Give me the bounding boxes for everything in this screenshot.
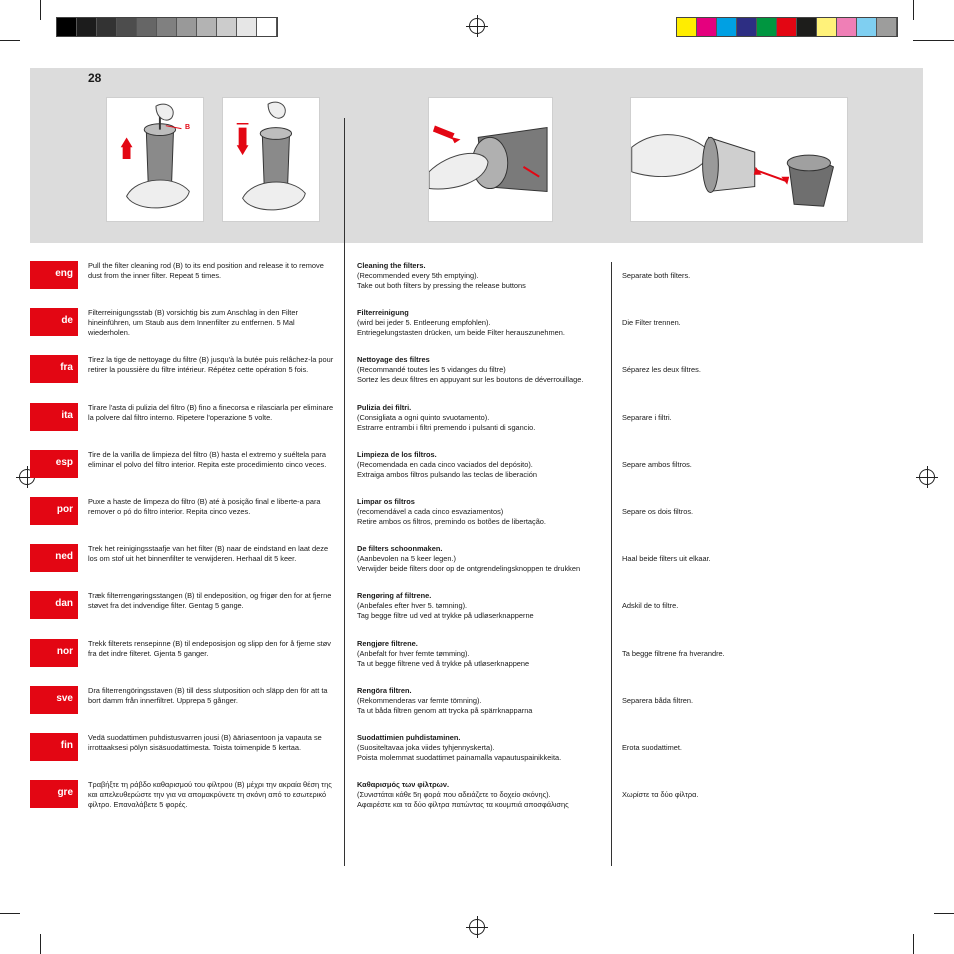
- rod-instruction: Tire de la varilla de limpieza del filtro (B) hasta el extremo y suéltela para eliminar el polvo del filtro interior. Repita este procedimiento cinco veces.: [88, 450, 327, 469]
- filter-cleaning-block: [357, 497, 602, 527]
- filter-cleaning-title: Pulizia dei filtri.: [357, 403, 412, 412]
- filter-cleaning-block: [357, 308, 602, 338]
- illustration-pull-rod: [106, 97, 204, 222]
- filter-cleaning-note: (wird bei jeder 5. Entleerung empfohlen).: [357, 318, 491, 327]
- filter-cleaning-title: Rengøring af filtrene.: [357, 591, 432, 600]
- filter-cleaning-action: Verwijder beide filters door op de ontgrendelingsknoppen te drukken: [357, 564, 581, 573]
- rod-instruction: Trek het reinigingsstaafje van het filter (B) naar de eindstand en laat deze los om stof uit het binnenfilter te verwijderen. Herhaal dit 5 keer.: [88, 544, 329, 563]
- illustration-label-b: B: [185, 124, 191, 131]
- column-divider-2: [611, 262, 612, 866]
- filter-cleaning-block: [357, 450, 602, 480]
- filter-cleaning-note: (Aanbevolen na 5 keer legen.): [357, 554, 457, 563]
- filter-cleaning-action: Poista molemmat suodattimet painamalla vapautuspainikkeita.: [357, 753, 562, 762]
- filter-cleaning-block: [357, 591, 602, 621]
- separate-instruction: Die Filter trennen.: [622, 318, 681, 327]
- separate-instruction: Ta begge filtrene fra hverandre.: [622, 649, 725, 658]
- filter-cleaning-title: Limpar os filtros: [357, 497, 415, 506]
- filter-cleaning-block: [357, 403, 602, 433]
- color-swatch: [857, 18, 877, 36]
- filter-cleaning-block: [357, 544, 602, 574]
- rod-instruction: Dra filterrengöringsstaven (B) till dess slutposition och släpp den för att ta bort damm från innerfiltret. Upprepa 5 gånger.: [88, 686, 328, 705]
- filter-cleaning-block: [357, 780, 602, 810]
- color-swatch: [717, 18, 737, 36]
- separate-instruction: Separe ambos filtros.: [622, 460, 692, 469]
- rod-instruction: Træk filterrengøringsstangen (B) til endeposition, og frigør den for at fjerne støvet fra det indvendige filter. Gentag 5 gange.: [88, 591, 332, 610]
- rod-instruction: Tirez la tige de nettoyage du filtre (B) jusqu'à la butée puis relâchez-la pour retirer la poussière du filtre intérieur. Répétez cette opération 5 fois.: [88, 355, 334, 374]
- language-tab-6: ned: [30, 544, 78, 572]
- filter-cleaning-title: Cleaning the filters.: [357, 261, 426, 270]
- filter-cleaning-title: Limpieza de los filtros.: [357, 450, 437, 459]
- filter-cleaning-title: Rengjøre filtrene.: [357, 639, 418, 648]
- separate-instruction: Separera båda filtren.: [622, 696, 694, 705]
- filter-cleaning-block: [357, 733, 602, 763]
- gray-swatch: [97, 18, 117, 36]
- separate-instruction: Χωρίστε τα δύο φίλτρα.: [622, 790, 699, 799]
- rod-instruction: Vedä suodattimen puhdistusvarren jousi (B) ääriasentoon ja vapauta se irrottaaksesi pölyn sisäsuodattimesta. Toista toimenpide 5 kertaa.: [88, 733, 322, 752]
- separate-instruction: Separare i filtri.: [622, 413, 672, 422]
- illustration-release-rod: [222, 97, 320, 222]
- filter-cleaning-note: (Anbefales efter hver 5. tømning).: [357, 601, 468, 610]
- language-tab-4: esp: [30, 450, 78, 478]
- color-swatch: [837, 18, 857, 36]
- language-tab-0: eng: [30, 261, 78, 289]
- filter-cleaning-note: (Suositeltavaa joka viides tyhjennyskerta).: [357, 743, 495, 752]
- filter-cleaning-block: [357, 639, 602, 669]
- filter-cleaning-title: Nettoyage des filtres: [357, 355, 430, 364]
- filter-cleaning-action: Ta ut begge filtrene ved å trykke på utløserknappene: [357, 659, 530, 668]
- rod-instruction: Τραβήξτε τη ράβδο καθαρισμού του φίλτρου (B) μέχρι την ακραία θέση της και απελευθερώστε την για να απομακρύνετε τη σκόνη από το εσωτερικό φίλτρο. Επαναλάβετε 5 φορές.: [88, 780, 332, 809]
- filter-cleaning-note: (recomendável a cada cinco esvaziamentos): [357, 507, 504, 516]
- column-divider-1: [344, 118, 345, 866]
- filter-cleaning-action: Sortez les deux filtres en appuyant sur les boutons de déverrouillage.: [357, 375, 584, 384]
- gray-swatch: [77, 18, 97, 36]
- filter-cleaning-note: (Anbefalt for hver femte tømming).: [357, 649, 470, 658]
- filter-cleaning-action: Extraiga ambos filtros pulsando las teclas de liberación: [357, 470, 537, 479]
- grayscale-bar: [56, 17, 278, 37]
- registration-mark-bottom: [469, 919, 485, 935]
- language-tab-9: sve: [30, 686, 78, 714]
- rod-instruction: Pull the filter cleaning rod (B) to its end position and release it to remove dust from the inner filter. Repeat 5 times.: [88, 261, 324, 280]
- gray-swatch: [177, 18, 197, 36]
- gray-swatch: [57, 18, 77, 36]
- language-tab-11: gre: [30, 780, 78, 808]
- filter-cleaning-title: De filters schoonmaken.: [357, 544, 443, 553]
- gray-swatch: [257, 18, 277, 36]
- color-swatch: [677, 18, 697, 36]
- filter-cleaning-action: Ta ut båda filtren genom att trycka på spärrknapparna: [357, 706, 533, 715]
- filter-cleaning-action: Retire ambos os filtros, premindo os botões de libertação.: [357, 517, 546, 526]
- color-swatch: [797, 18, 817, 36]
- language-tab-2: fra: [30, 355, 78, 383]
- gray-swatch: [117, 18, 137, 36]
- language-tab-7: dan: [30, 591, 78, 619]
- filter-cleaning-action: Αφαιρέστε και τα δύο φίλτρα πατώντας τα κουμπιά αποσφάλισης: [357, 800, 569, 809]
- filter-cleaning-note: (Recommandé toutes les 5 vidanges du filtre): [357, 365, 506, 374]
- separate-instruction: Séparez les deux filtres.: [622, 365, 701, 374]
- color-swatch: [877, 18, 897, 36]
- separate-instruction: Adskil de to filtre.: [622, 601, 679, 610]
- separate-instruction: Separe os dois filtros.: [622, 507, 694, 516]
- filter-cleaning-title: Rengöra filtren.: [357, 686, 412, 695]
- color-bar: [676, 17, 898, 37]
- language-tab-8: nor: [30, 639, 78, 667]
- language-tab-10: fin: [30, 733, 78, 761]
- rod-instruction: Puxe a haste de limpeza do filtro (B) até à posição final e liberte-a para remover o pó do filtro interior. Repita cinco vezes.: [88, 497, 321, 516]
- filter-cleaning-note: (Recommended every 5th emptying).: [357, 271, 479, 280]
- color-swatch: [777, 18, 797, 36]
- separate-instruction: Erota suodattimet.: [622, 743, 682, 752]
- gray-swatch: [237, 18, 257, 36]
- separate-instruction: Separate both filters.: [622, 271, 691, 280]
- gray-swatch: [217, 18, 237, 36]
- color-swatch: [817, 18, 837, 36]
- illustration-separate-filters: [630, 97, 848, 222]
- filter-cleaning-action: Tag begge filtre ud ved at trykke på udløserknapperne: [357, 611, 534, 620]
- filter-cleaning-action: Estrarre entrambi i filtri premendo i pulsanti di sgancio.: [357, 423, 536, 432]
- filter-cleaning-block: [357, 686, 602, 716]
- language-tab-1: de: [30, 308, 78, 336]
- illustration-press-release: [428, 97, 553, 222]
- registration-mark-top: [469, 18, 485, 34]
- filter-cleaning-note: (Consigliata a ogni quinto svuotamento).: [357, 413, 490, 422]
- filter-cleaning-block: [357, 261, 602, 291]
- rod-instruction: Tirare l'asta di pulizia del filtro (B) fino a finecorsa e rilasciarla per eliminare la polvere dal filtro interno. Ripetere l'operazione 5 volte.: [88, 403, 334, 422]
- filter-cleaning-note: (Rekommenderas var femte tömning).: [357, 696, 482, 705]
- color-swatch: [757, 18, 777, 36]
- color-swatch: [697, 18, 717, 36]
- rod-instruction: Filterreinigungsstab (B) vorsichtig bis zum Anschlag in den Filter hineinführen, um Staub aus dem Innenfilter zu entfernen. 5 Mal wiederholen.: [88, 308, 298, 337]
- gray-swatch: [137, 18, 157, 36]
- filter-cleaning-action: Take out both filters by pressing the release buttons: [357, 281, 526, 290]
- rod-instruction: Trekk filterets rensepinne (B) til endeposisjon og slipp den for å fjerne støv fra det indre filteret. Gjenta 5 ganger.: [88, 639, 331, 658]
- gray-swatch: [197, 18, 217, 36]
- separate-instruction: Haal beide filters uit elkaar.: [622, 554, 711, 563]
- filter-cleaning-title: Καθαρισμός των φίλτρων.: [357, 780, 450, 789]
- language-tab-5: por: [30, 497, 78, 525]
- filter-cleaning-note: (Recomendada en cada cinco vaciados del depósito).: [357, 460, 533, 469]
- filter-cleaning-title: Suodattimien puhdistaminen.: [357, 733, 461, 742]
- color-swatch: [737, 18, 757, 36]
- filter-cleaning-title: Filterreinigung: [357, 308, 409, 317]
- filter-cleaning-note: (Συνιστάται κάθε 5η φορά που αδειάζετε το δοχείο σκόνης).: [357, 790, 551, 799]
- gray-swatch: [157, 18, 177, 36]
- page-number: 28: [88, 71, 102, 85]
- registration-mark-right: [919, 469, 935, 485]
- language-tab-3: ita: [30, 403, 78, 431]
- filter-cleaning-block: [357, 355, 602, 385]
- filter-cleaning-action: Entriegelungstasten drücken, um beide Filter herauszunehmen.: [357, 328, 565, 337]
